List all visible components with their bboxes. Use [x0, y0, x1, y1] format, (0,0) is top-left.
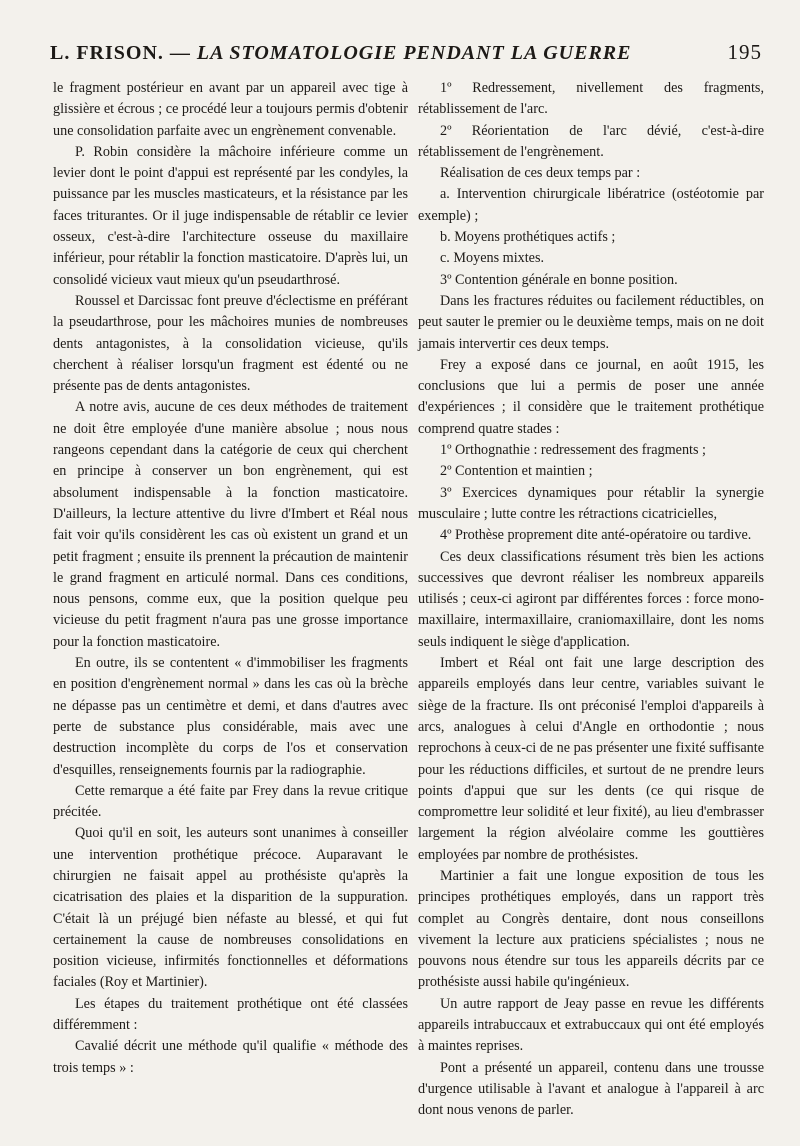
paragraph: En outre, ils se contentent « d'immobiliser les fragments en position d'engrènement normal » dans les cas où la brèche ne dépasse pas un centimètre et demi, et dans d'autres avec perte de substance plus considérable, mais avec une destruction incomplète du corps de l'os et conservation d'esquilles, renseignements fournis par la radiographie. [53, 655, 408, 778]
paragraph: Frey a exposé dans ce journal, en août 1915, les conclusions que lui a permis de poser une année d'expériences ; il considère que le traitement prothétique comprend quatre stades : [418, 356, 764, 437]
paragraph: Imbert et Réal ont fait une large description des appareils employés dans leur centre, variables suivant le siège de la fracture. Ils ont préconisé l'emploi d'appareils à arcs, analogues à celui d'Angle en orthodontie ; nous reprochons à ceux-ci de ne pas présenter une fixité suffisante pour les réductions difficiles, et surtout de ne prendre leurs points d'appui que sur les dents (ce qui risque de compromettre leur solidité et leur fixité), au lieu d'embrasser largement la région alvéolaire comme les gouttières employées par nombre de prothésistes. [418, 655, 765, 863]
running-head [50, 40, 762, 70]
paragraph: Réalisation de ces deux temps par : [440, 165, 641, 182]
paragraph: Ces deux classifications résument très bien les actions successives que devront réaliser les nombreux appareils utilisés ; ceux-ci agiront par différentes forces : force mono-maxillaire, intermaxillaire, craniomaxillaire, dont les noms seuls indiquent le siège d'application. [418, 548, 764, 650]
list-item: 4º Prothèse proprement dite anté-opératoire ou tardive. [440, 527, 752, 544]
paragraph: Cavalié décrit une méthode qu'il qualifie « méthode des trois temps » : [53, 1038, 408, 1076]
paragraph: A notre avis, aucune de ces deux méthodes de traitement ne doit être employée d'une manière absolue ; nous nous rangeons cependant dans la catégorie de ceux qui cherchent en principe à conserver un bon engrènement, qui est absolument indispensable à la fonction masticatoire. D'ailleurs, la lecture attentive du livre d'Imbert et Réal nous fait voir qu'ils considèrent les cas où existent un grand et un petit fragment ; ensuite ils prennent la précaution de maintenir le grand fragment en articulé normal. Dans ces conditions, nous pensons, comme eux, que la position quelque peu vicieuse du petit fragment n'aura pas une grosse importance pour la fonction masticatoire. [53, 399, 408, 650]
list-item: c. Moyens mixtes. [440, 250, 545, 267]
paragraph: le fragment postérieur en avant par un appareil avec tige à glissière et écrous ; ce procédé leur a toujours permis d'obtenir une consolidation parfaite avec un engrènement convenable. [53, 80, 408, 139]
paragraph: Roussel et Darcissac font preuve d'éclectisme en préférant la pseudarthrose, pour les mâchoires munies de nombreuses dents antagonistes, à la consolidation vicieuse, qu'ils cherchent à réaliser lorsqu'un fragment est édenté ou ne présente pas de dents antagonistes. [53, 292, 408, 395]
running-head-text [50, 42, 631, 65]
list-item: a. Intervention chirurgicale libératrice (ostéotomie par exemple) ; [418, 186, 764, 224]
list-item: b. Moyens prothétiques actifs ; [440, 229, 616, 246]
right-column [418, 78, 764, 1122]
list-item: 2º Réorientation de l'arc dévié, c'est-à-dire rétablissement de l'engrènement. [418, 122, 764, 160]
page-number: 195 [727, 40, 762, 64]
paragraph: Dans les fractures réduites ou facilement réductibles, on peut sauter le premier ou le deuxième temps, mais on ne doit jamais intervertir ces deux temps. [418, 292, 764, 352]
paragraph: Pont a présenté un appareil, contenu dans une trousse d'urgence utilisable à l'avant et analogue à l'appareil à arc dont nous venons de parler. [418, 1059, 764, 1119]
paragraph: Quoi qu'il en soit, les auteurs sont unanimes à conseiller une intervention prothétique précoce. Auparavant le chirurgien ne faisait appel au prothésiste qu'après la cicatrisation des plaies et la disparition de la suppuration. C'était là un préjugé bien néfaste au blessé, et qui fut certainement la cause de nombreuses consolidations en position vicieuse, infirmités fonctionnelles et déformations faciales (Roy et Martinier). [53, 825, 408, 991]
running-head-title: LA STOMATOLOGIE PENDANT LA GUERRE [196, 42, 632, 64]
left-column [53, 78, 408, 1079]
paragraph: Martinier a fait une longue exposition de tous les principes prothétiques employés, dans un rapport très complet au Congrès dentaire, dont nous conseillons vivement la lecture aux praticiens spécialistes ; nous ne pouvons nous étendre sur tous les appareils décrits par ce prothésiste aussi habile qu'ingénieux. [418, 867, 764, 991]
list-item: 3º Exercices dynamiques pour rétablir la synergie musculaire ; lutte contre les rétractions cicatricielles, [418, 484, 764, 522]
paragraph: P. Robin considère la mâchoire inférieure comme un levier dont le point d'appui est représenté par les condyles, la puissance par les muscles masticateurs, et la résistance par les faces triturantes. Or il juge indispensable de rétablir ce levier osseux, c'est-à-dire l'architecture osseuse du maxillaire inférieur, pour rétablir la fonction masticatoire. D'après lui, un consolidé vicieux vaut mieux qu'un pseudarthrosé. [53, 143, 408, 288]
paragraph: Un autre rapport de Jeay passe en revue les différents appareils intrabuccaux et extrabuccaux qui ont été employés à maintes reprises. [418, 995, 764, 1055]
list-item: 2º Contention et maintien ; [440, 463, 593, 480]
paragraph: Cette remarque a été faite par Frey dans la revue critique précitée. [53, 782, 408, 821]
list-item: 3º Contention générale en bonne position. [440, 271, 678, 288]
list-item: 1º Redressement, nivellement des fragments, rétablissement de l'arc. [418, 80, 764, 118]
running-head-author: L. FRISON. — [50, 42, 191, 64]
list-item: 1º Orthognathie : redressement des fragments ; [440, 442, 707, 459]
paragraph: Les étapes du traitement prothétique ont été classées différemment : [53, 995, 408, 1034]
